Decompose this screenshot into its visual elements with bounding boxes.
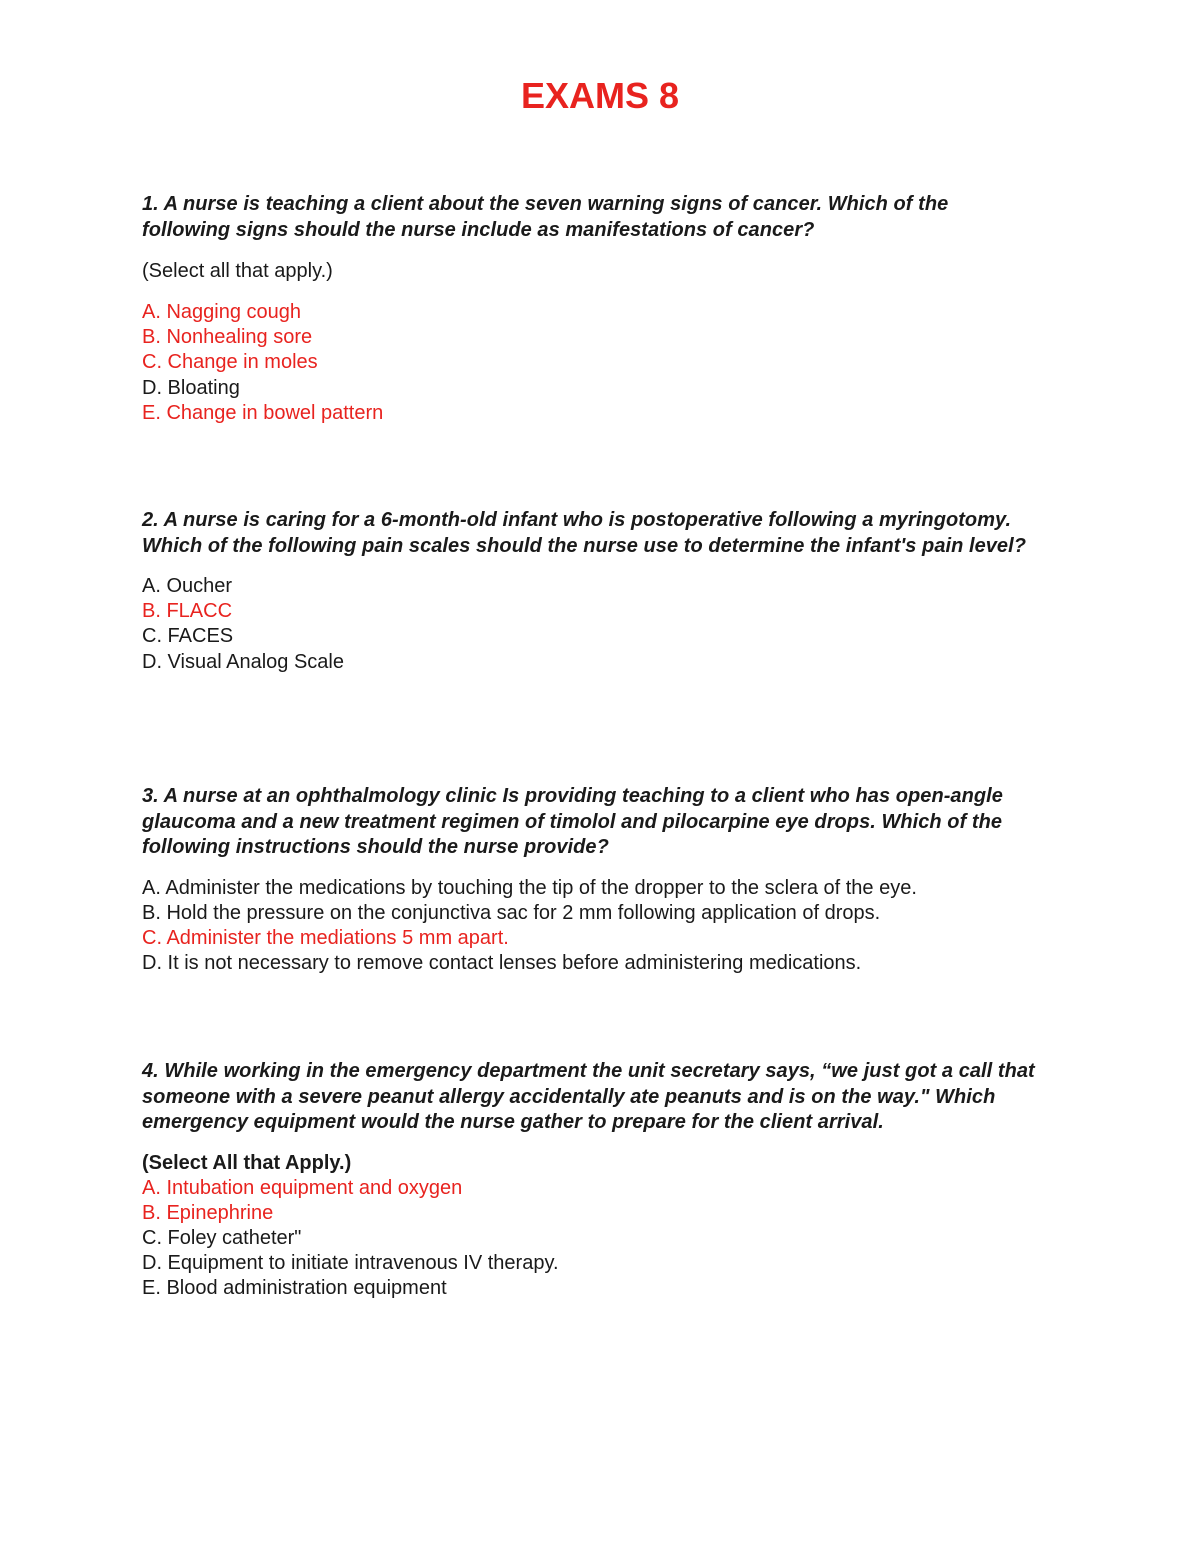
answer-option-a: A. Nagging cough	[142, 301, 302, 323]
question-instruction: (Select All that Apply.)	[142, 1151, 352, 1174]
answer-option-c: C. Administer the mediations 5 mm apart.	[142, 926, 509, 949]
question-stem: 1. A nurse is teaching a client about the seven warning signs of cancer. Which of the following signs should the nurse include as manifestations of cancer?	[142, 193, 949, 241]
question-2	[142, 508, 1042, 675]
question-stem: 3. A nurse at an ophthalmology clinic Is providing teaching to a client who has open-angle glaucoma and a new treatment regimen of timolol and pilocarpine eye drops. Which of the following instructions should the nurse provide?	[142, 785, 1003, 858]
answer-option-b: B. Hold the pressure on the conjunctiva sac for 2 mm following application of drops.	[142, 901, 881, 924]
answer-option-d: D. Visual Analog Scale	[142, 650, 344, 673]
answer-option-d: D. Equipment to initiate intravenous IV therapy.	[142, 1252, 559, 1275]
question-4	[142, 1059, 1042, 1302]
question-1	[142, 192, 1042, 426]
document-title: EXAMS 8	[520, 75, 680, 116]
answer-option-b: B. Epinephrine	[142, 1201, 274, 1224]
answer-options	[142, 574, 1042, 675]
question-instruction: (Select all that apply.)	[142, 260, 333, 282]
answer-option-a: A. Oucher	[142, 575, 233, 597]
answer-option-a: A. Intubation equipment and oxygen	[142, 1176, 463, 1199]
question-stem: 4. While working in the emergency department the unit secretary says, “we just got a call that someone with a severe peanut allergy accidentally ate peanuts and is on the way." Which emergency equipment would the nurse gather to prepare for the client arrival.	[142, 1060, 1035, 1133]
answer-options	[142, 1176, 1042, 1302]
answer-option-c: C. Foley catheter"	[142, 1226, 302, 1249]
answer-option-b: B. FLACC	[142, 600, 233, 623]
question-3	[142, 784, 1042, 976]
answer-options	[142, 876, 1042, 977]
answer-option-d: D. It is not necessary to remove contact lenses before administering medications.	[142, 952, 862, 975]
answer-option-b: B. Nonhealing sore	[142, 326, 313, 349]
answer-option-c: C. Change in moles	[142, 351, 318, 374]
answer-option-d: D. Bloating	[142, 376, 240, 399]
answer-option-a: A. Administer the medications by touching the tip of the dropper to the sclera of the eye.	[142, 876, 917, 899]
answer-option-c: C. FACES	[142, 625, 234, 648]
answer-option-e: E. Change in bowel pattern	[142, 401, 384, 424]
answer-options	[142, 300, 1042, 426]
answer-option-e: E. Blood administration equipment	[142, 1277, 447, 1300]
question-stem: 2. A nurse is caring for a 6-month-old infant who is postoperative following a myringotomy. Which of the following pain scales should the nurse use to determine the infant's pain level?	[142, 509, 1026, 557]
